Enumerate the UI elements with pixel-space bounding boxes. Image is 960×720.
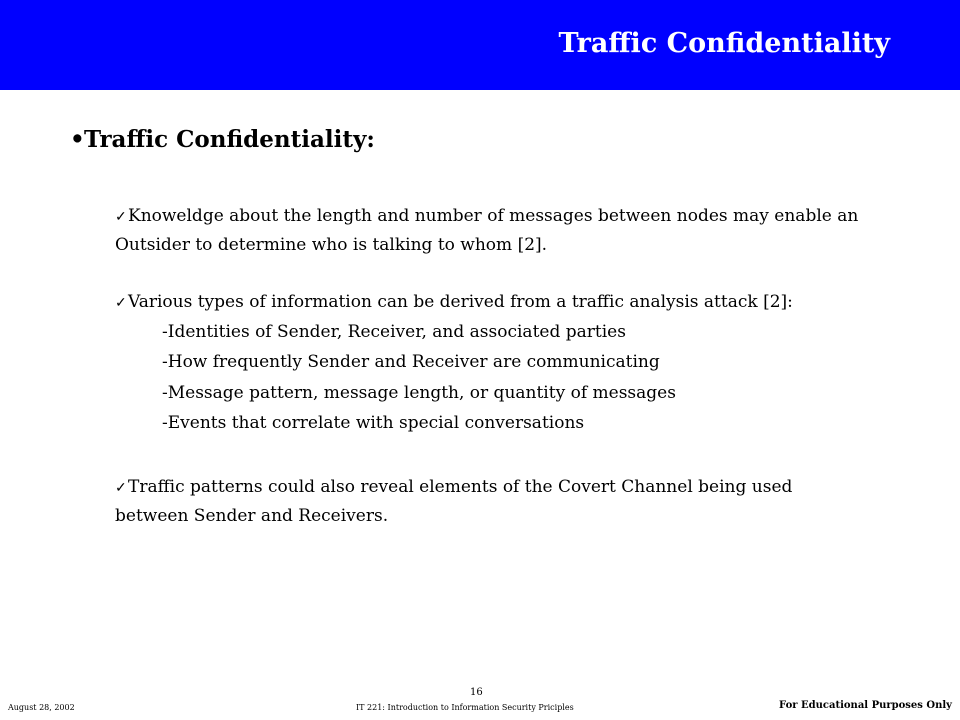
bullet-point-2 bbox=[115, 288, 860, 317]
footer-date: August 28, 2002 bbox=[8, 703, 75, 712]
bullet-icon: • bbox=[70, 126, 85, 153]
check-icon: ✓ bbox=[115, 295, 127, 311]
sub-point-4: -Events that correlate with special conversations bbox=[162, 413, 585, 433]
main-heading bbox=[70, 126, 375, 153]
sub-point-2: -How frequently Sender and Receiver are communicating bbox=[162, 352, 660, 372]
main-heading-text: Traffic Confidentiality: bbox=[84, 126, 375, 153]
bullet-point-text: Traffic patterns could also reveal elements of the Covert Channel being used between Sender and Receivers. bbox=[115, 477, 793, 526]
bullet-point-1 bbox=[115, 202, 860, 259]
page-number: 16 bbox=[470, 687, 483, 698]
check-icon: ✓ bbox=[115, 480, 127, 496]
bullet-point-3 bbox=[115, 473, 860, 530]
check-icon: ✓ bbox=[115, 209, 127, 225]
bullet-point-text: Knoweldge about the length and number of messages between nodes may enable an Outsider to determine who is talking to whom [2]. bbox=[115, 206, 859, 255]
sub-point-1: -Identities of Sender, Receiver, and associated parties bbox=[162, 322, 626, 342]
slide-title: Traffic Confidentiality bbox=[558, 28, 890, 59]
footer-course: IT 221: Introduction to Information Security Priciples bbox=[356, 703, 574, 712]
footer-notice: For Educational Purposes Only bbox=[779, 700, 952, 711]
bullet-point-text: Various types of information can be derived from a traffic analysis attack [2]: bbox=[128, 292, 793, 312]
sub-point-3: -Message pattern, message length, or quantity of messages bbox=[162, 383, 676, 403]
